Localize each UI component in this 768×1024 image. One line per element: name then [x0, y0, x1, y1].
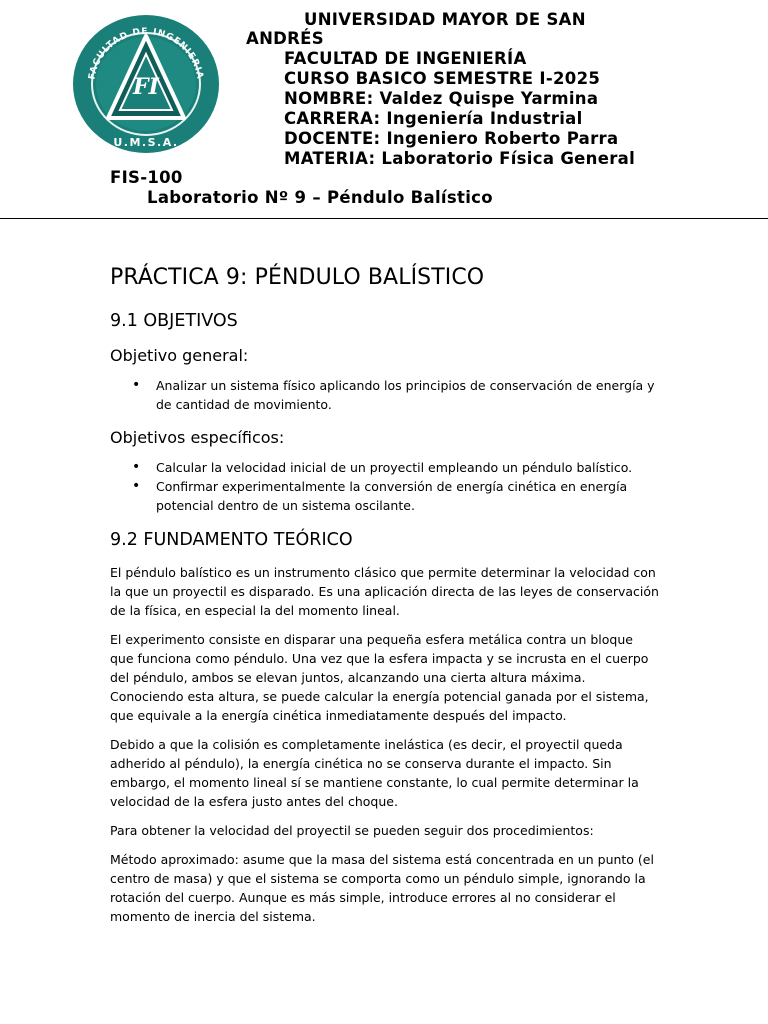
- header-divider: [0, 218, 768, 219]
- paragraph: El experimento consiste en disparar una pequeña esfera metálica contra un bloque que funciona como péndulo. Una vez que la esfera impacta y se incrusta en el cuerpo del péndulo, ambos se elevan juntos, alcanzando una cierta altura máxima. Conociendo esta altura, se puede calcular la energía potencial ganada por el sistema, que equivale a la energía cinética inmediatamente después del impacto.: [110, 632, 649, 723]
- general-objective-list: [110, 376, 660, 414]
- header-teacher: DOCENTE: Ingeniero Roberto Parra: [284, 129, 619, 148]
- header-subject-code: FIS-100: [110, 168, 183, 187]
- document-body: [110, 262, 660, 936]
- section-theory-title: 9.2 FUNDAMENTO TEÓRICO: [110, 530, 353, 550]
- list-item: • Calcular la velocidad inicial de un proyectil empleando un péndulo balístico.: [156, 458, 660, 477]
- general-objective-title: Objetivo general:: [110, 346, 249, 365]
- header-university: UNIVERSIDAD MAYOR DE SAN: [304, 10, 586, 29]
- specific-objectives-list: [110, 458, 660, 515]
- list-item: • Analizar un sistema físico aplicando los principios de conservación de energía y de cantidad de movimiento.: [156, 376, 660, 414]
- faculty-logo: [72, 14, 220, 154]
- logo-text-top: FACULTAD DE INGENIERIA: [87, 26, 205, 81]
- paragraph: Debido a que la colisión es completamente inelástica (es decir, el proyectil queda adherido al péndulo), la energía cinética no se conserva durante el impacto. Sin embargo, el momento lineal sí se mantiene constante, lo cual permite determinar la velocidad de la esfera justo antes del choque.: [110, 737, 639, 809]
- header-course: CURSO BASICO SEMESTRE I-2025: [284, 69, 601, 88]
- header-subject: MATERIA: Laboratorio Física General: [284, 149, 636, 168]
- paragraph: Para obtener la velocidad del proyectil se pueden seguir dos procedimientos:: [110, 823, 594, 838]
- logo-monogram: FI: [133, 74, 159, 100]
- header-university-cont: ANDRÉS: [246, 29, 324, 48]
- specific-objectives-title: Objetivos específicos:: [110, 428, 285, 447]
- paragraph: Método aproximado: asume que la masa del sistema está concentrada en un punto (el centro de masa) y que el sistema se comporta como un péndulo simple, ignorando la rotación del cuerpo. Aunque es más simple, introduce errores al no considerar el momento de inercia del sistema.: [110, 852, 654, 924]
- list-item: • Confirmar experimentalmente la conversión de energía cinética en energía potencial dentro de un sistema oscilante.: [156, 477, 660, 515]
- paragraph: El péndulo balístico es un instrumento clásico que permite determinar la velocidad con la que un proyectil es disparado. Es una aplicación directa de las leyes de conservación de la física, en especial la del momento lineal.: [110, 565, 659, 618]
- logo-text-bottom: U.M.S.A.: [113, 136, 179, 149]
- header-faculty: FACULTAD DE INGENIERÍA: [284, 49, 527, 68]
- header-career: CARRERA: Ingeniería Industrial: [284, 109, 583, 128]
- section-objectives-title: 9.1 OBJETIVOS: [110, 311, 238, 331]
- practice-title: PRÁCTICA 9: PÉNDULO BALÍSTICO: [110, 265, 485, 290]
- header-lab-title: Laboratorio Nº 9 – Péndulo Balístico: [147, 188, 493, 207]
- header-name: NOMBRE: Valdez Quispe Yarmina: [284, 89, 599, 108]
